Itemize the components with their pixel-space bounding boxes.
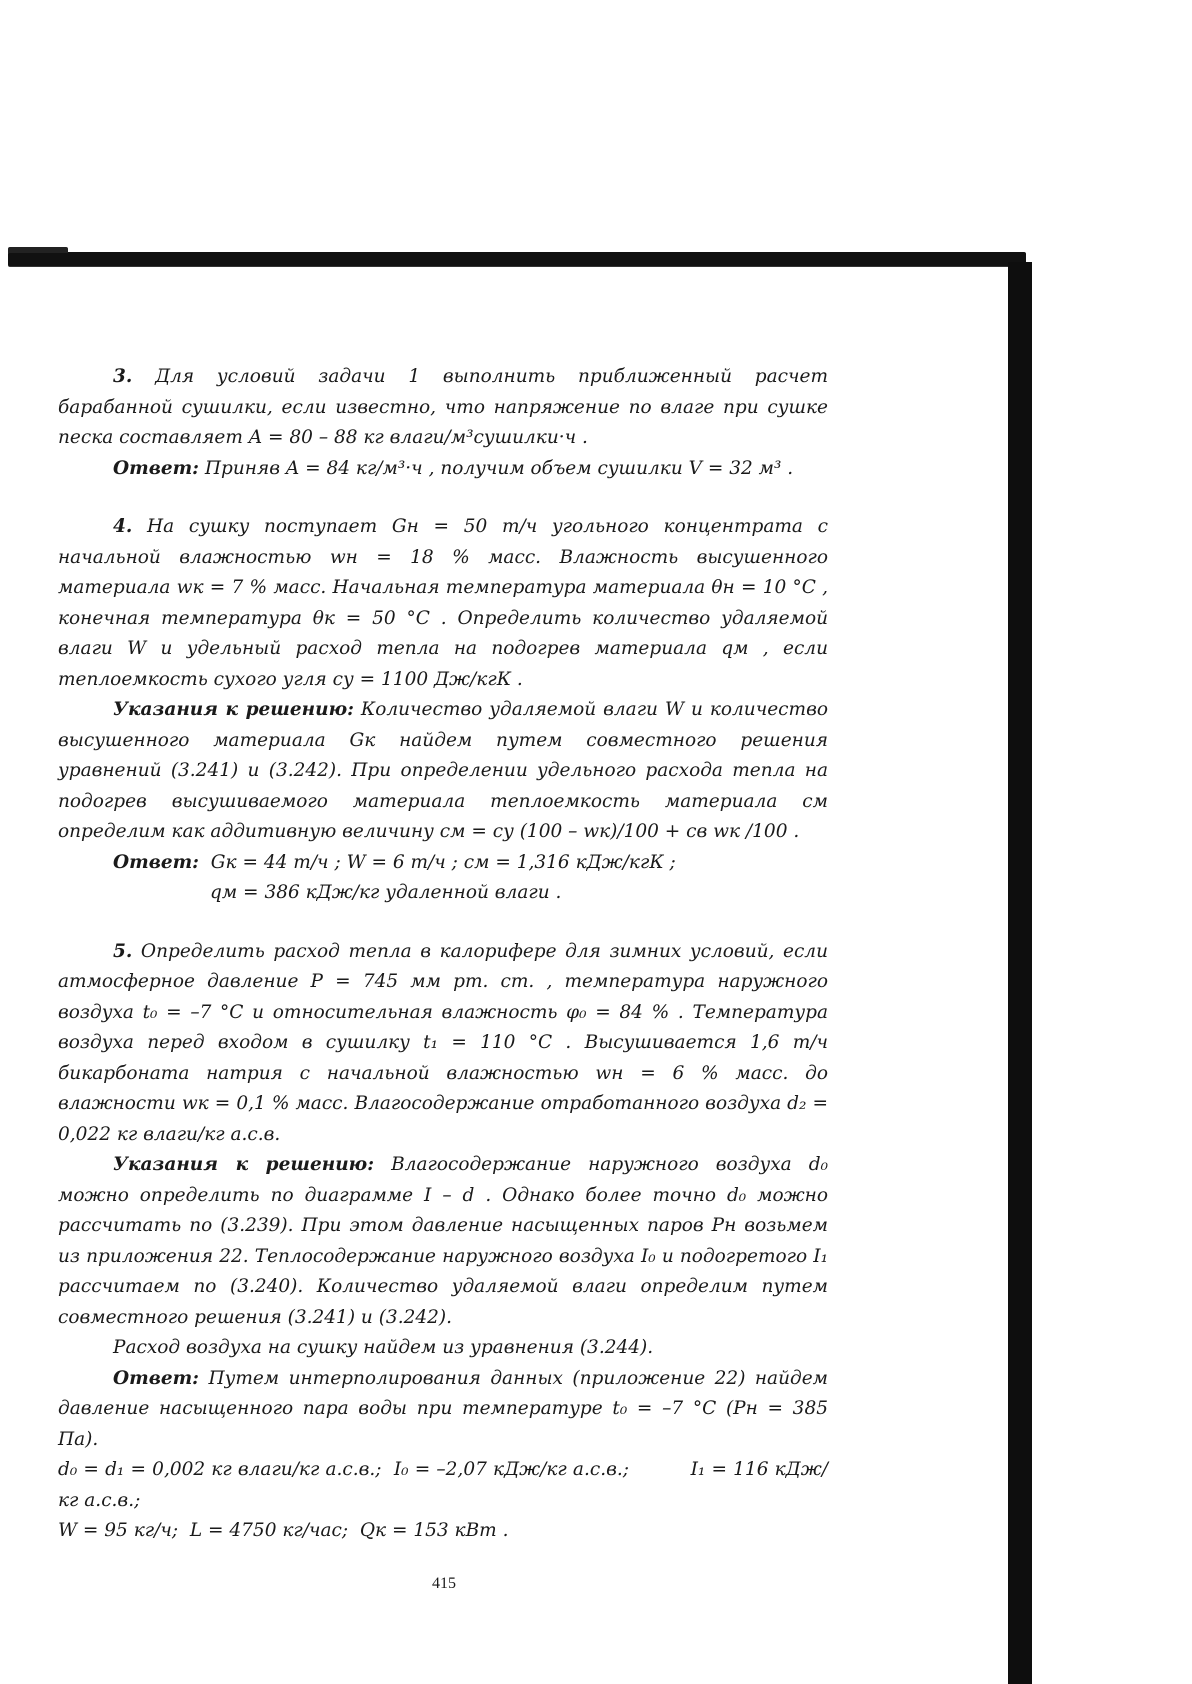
problem-4-statement xyxy=(58,512,834,695)
problem-4-answer xyxy=(58,848,828,879)
problem-4-number: 4. xyxy=(113,516,133,537)
problem-5-hint-continued: Расход воздуха на сушку найдем из уравнения (3.244). xyxy=(113,1337,654,1358)
hint-text: Влагосодержание наружного воздуха d₀ можно определить по диаграмме I – d . Однако более точно d₀ можно рассчитать по (3.239). При этом давление насыщенных паров Pн возьмем из приложения 22. Теплосодержание наружного воздуха I₀ и подогретого I₁ рассчитаем по (3.240). Количество удаляемой влаги определим путем совместного решения (3.241) и (3.242). xyxy=(58,1154,834,1328)
problem-5-hint xyxy=(58,1150,834,1333)
problem-5-answer-line-3: W = 95 кг/ч; L = 4750 кг/час; Qк = 153 кВт . xyxy=(58,1520,509,1541)
answer-label: Ответ: xyxy=(113,1367,200,1389)
problem-4-answer-continued: qм = 386 кДж/кг удаленной влаги . xyxy=(210,882,562,903)
problem-5-statement xyxy=(58,937,834,1151)
problem-4-hint xyxy=(58,695,834,848)
problem-4-text: На сушку поступает Gн = 50 т/ч угольного концентрата с начальной влажностью wн = 18 % масс. Влажность высушенного материала wк = 7 % масс. Начальная температура материала θн = 10 °C , конечная температура θк = 50 °C . Определить количество удаляемой влаги W и удельный расход тепла на подогрев материала qм , если теплоемкость сухого угля cу = 1100 Дж/кгК . xyxy=(58,516,834,690)
problem-5-answer xyxy=(58,1364,834,1456)
answer-label: Ответ: xyxy=(113,851,200,873)
answer-text: Приняв A = 84 кг/м³·ч , получим объем сушилки V = 32 м³ . xyxy=(199,457,794,479)
problem-5 xyxy=(58,937,834,1547)
hint-text: Количество удаляемой влаги W и количество высушенного материала Gк найдем путем совместного решения уравнений (3.241) и (3.242). При определении удельного расхода тепла на подогрев высушиваемого материала теплоемкость материала cм определим как аддитивную величину cм = cу (100 – wк)/100 + cв wк /100 . xyxy=(58,699,834,842)
problem-3-number: 3. xyxy=(113,366,133,387)
document-page xyxy=(58,362,834,1547)
problem-3-answer xyxy=(58,454,828,485)
answer-text: Путем интерполирования данных (приложение 22) найдем давление насыщенного пара воды при температуре t₀ = –7 °C (Pн = 385 Па). xyxy=(58,1367,834,1450)
page-number: 415 xyxy=(432,1575,456,1592)
answer-text: Gк = 44 т/ч ; W = 6 т/ч ; cм = 1,316 кДж/кгК ; xyxy=(199,851,676,873)
problem-5-answer-line-2: d₀ = d₁ = 0,002 кг влаги/кг а.с.в.; I₀ = –2,07 кДж/кг а.с.в.; I₁ = 116 кДж/кг а.с.в.; xyxy=(58,1459,828,1511)
problem-3-statement xyxy=(58,362,834,454)
problem-3 xyxy=(58,362,834,484)
hint-label: Указания к решению: xyxy=(113,1154,375,1175)
problem-4 xyxy=(58,512,834,909)
answer-label: Ответ: xyxy=(113,457,200,479)
hint-label: Указания к решению: xyxy=(113,699,354,720)
scan-edge-right xyxy=(1008,262,1032,1684)
problem-3-text: Для условий задачи 1 выполнить приближенный расчет барабанной сушилки, если известно, что напряжение по влаге при сушке песка составляет A = 80 – 88 кг влаги/м³сушилки·ч . xyxy=(58,366,834,448)
problem-5-text: Определить расход тепла в калорифере для зимних условий, если атмосферное давление P = 745 мм рт. ст. , температура наружного воздуха t₀ = –7 °C и относительная влажность φ₀ = 84 % . Температура воздуха перед входом в сушилку t₁ = 110 °C . Высушивается 1,6 т/ч бикарбоната натрия с начальной влажностью wн = 6 % масс. до влажности wк = 0,1 % масс. Влагосодержание отработанного воздуха d₂ = 0,022 кг влаги/кг а.с.в. xyxy=(58,940,834,1145)
scan-edge-top xyxy=(8,252,1026,266)
problem-5-number: 5. xyxy=(113,940,133,962)
